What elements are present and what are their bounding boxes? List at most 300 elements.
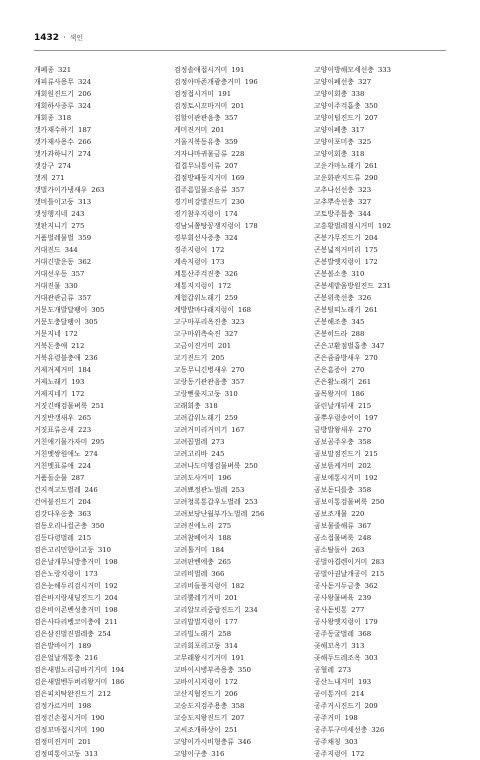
index-term: 고리말벌지렁이	[174, 618, 221, 626]
index-entry	[174, 388, 306, 400]
index-page-number: 274	[77, 150, 92, 158]
index-term: 고양이방해모세선충	[314, 66, 374, 74]
index-entry	[174, 640, 306, 652]
index-entry	[174, 448, 306, 460]
index-entry	[34, 424, 166, 436]
index-page-number: 215	[371, 570, 385, 578]
index-term: 곶해두드레조옥	[314, 654, 361, 662]
index-entry	[174, 148, 306, 160]
index-page-number: 327	[224, 330, 238, 338]
index-page-number: 198	[344, 714, 358, 722]
index-term: 곰소접물벼룩	[314, 534, 354, 542]
index-term: 개회종	[34, 114, 54, 122]
index-page-number: 362	[77, 258, 92, 266]
index-term: 검은발바이기	[34, 642, 74, 650]
index-page-number: 214	[351, 690, 365, 698]
index-entry	[34, 292, 166, 304]
index-entry	[34, 700, 166, 712]
index-entry	[174, 184, 306, 196]
index-page-number: 248	[357, 534, 372, 542]
index-entry	[314, 532, 446, 544]
index-page-number: 223	[77, 426, 92, 434]
index-term: 갯비틀이고둥	[34, 198, 74, 206]
index-page-number: 305	[84, 318, 98, 326]
index-term: 고려나도미행검물벼룩	[174, 462, 241, 470]
index-page-number: 326	[357, 294, 372, 302]
index-term: 검은고리민향이고둥	[34, 546, 94, 554]
index-term: 검정꼬마접시거미	[34, 726, 88, 734]
index-page-number: 186	[111, 678, 125, 686]
index-term: 고추뿌속선충	[314, 198, 354, 206]
index-term: 고려판벤에충	[174, 558, 214, 566]
index-entry	[314, 172, 446, 184]
index-entry	[314, 508, 446, 520]
index-entry	[174, 748, 306, 760]
index-page-number: 357	[224, 114, 238, 122]
index-page-number: 224	[77, 462, 92, 470]
index-entry	[174, 88, 306, 100]
index-term: 거대관관금류	[34, 294, 74, 302]
index-term: 거대진물	[34, 282, 61, 290]
index-term: 거북돈충애	[34, 342, 68, 350]
index-entry	[174, 172, 306, 184]
page-header	[34, 33, 83, 47]
index-page-number: 184	[211, 546, 225, 554]
index-entry	[34, 724, 166, 736]
index-entry	[314, 244, 446, 256]
index-term: 검은얼날개통충	[34, 654, 81, 662]
index-page-number: 191	[231, 654, 245, 662]
index-term: 거품돌순물	[34, 474, 68, 482]
index-page-number: 173	[84, 570, 98, 578]
index-entry	[174, 724, 306, 736]
index-term: 거품벌레물벌	[34, 234, 74, 242]
index-term: 거문지네	[34, 330, 61, 338]
index-entry	[174, 76, 306, 88]
index-term: 경기참우지렁이	[174, 210, 221, 218]
index-entry	[34, 148, 166, 160]
index-entry	[34, 280, 166, 292]
index-term: 갯가재수하기	[34, 126, 74, 134]
index-entry	[174, 472, 306, 484]
index-term: 곤은쥼쥼방새우	[314, 354, 361, 362]
index-entry	[174, 592, 306, 604]
index-entry	[34, 472, 166, 484]
index-entry	[314, 460, 446, 472]
index-page-number: 350	[91, 522, 105, 530]
index-entry	[174, 496, 306, 508]
index-page-number: 323	[357, 186, 372, 194]
index-page-number: 192	[104, 582, 118, 590]
index-term: 검은노랑지렁이	[34, 570, 81, 578]
index-entry	[314, 196, 446, 208]
index-entry	[314, 376, 446, 388]
index-term: 거제노래기	[34, 378, 68, 386]
index-entry	[174, 196, 306, 208]
index-entry	[314, 472, 446, 484]
index-entry	[34, 460, 166, 472]
index-entry	[174, 100, 306, 112]
index-term: 검정긴손접시거미	[34, 714, 88, 722]
index-page-number: 250	[244, 462, 258, 470]
index-entry	[174, 208, 306, 220]
index-term: 곰보이통검물벼룩	[314, 498, 368, 506]
index-entry	[34, 388, 166, 400]
index-term: 게미진거미	[174, 126, 208, 134]
index-term: 계통산주걱진충	[174, 270, 221, 278]
index-page-number: 205	[211, 354, 225, 362]
index-page-number: 256	[251, 510, 265, 518]
index-page-number: 324	[224, 234, 238, 242]
index-page-number: 172	[64, 330, 78, 338]
index-page-number: 187	[77, 126, 92, 134]
index-entry	[174, 316, 306, 328]
index-term: 고양이회충	[314, 90, 348, 98]
index-column-3	[314, 64, 446, 760]
index-page-number: 243	[71, 210, 85, 218]
index-term: 검정가르거미	[34, 702, 74, 710]
index-entry	[174, 508, 306, 520]
index-term: 고씨조개하상이	[174, 726, 221, 734]
index-entry	[34, 256, 166, 268]
index-term: 공벌아권날개공이	[314, 570, 368, 578]
index-page-number: 261	[364, 306, 378, 314]
index-term: 곰보에통시거미	[314, 474, 361, 482]
index-term: 고흥황벌레점시거미	[314, 222, 374, 230]
index-term: 곤은활노래기	[314, 378, 354, 386]
index-page-number: 207	[224, 162, 238, 170]
index-entry	[314, 160, 446, 172]
index-entry	[314, 184, 446, 196]
index-page-number: 350	[364, 102, 378, 110]
index-page-number: 230	[231, 198, 245, 206]
index-term: 공사돋거두금충	[314, 582, 361, 590]
index-page-number: 261	[357, 378, 372, 386]
index-term: 검정토시꼬마거미	[174, 102, 228, 110]
index-entry	[314, 256, 446, 268]
index-entry	[314, 364, 446, 376]
index-term: 곰보조개물	[314, 510, 348, 518]
index-page-number: 274	[57, 162, 72, 170]
index-term: 개회하사종루	[34, 102, 74, 110]
index-page-number: 283	[371, 558, 385, 566]
index-page-number: 190	[91, 726, 105, 734]
index-term: 검정띠통이고둥	[34, 750, 81, 758]
index-page-number: 207	[231, 714, 245, 722]
index-entry	[34, 520, 166, 532]
index-entry	[314, 676, 446, 688]
index-term: 거문도개발달팽이	[34, 306, 88, 314]
index-page-number: 305	[91, 306, 105, 314]
index-page-number: 231	[377, 282, 392, 290]
index-page-number: 350	[237, 666, 252, 674]
index-term: 개폐종	[34, 66, 54, 74]
index-entry	[174, 244, 306, 256]
index-term: 거제지네기	[34, 390, 68, 398]
index-term: 곰보곰주우충	[314, 438, 354, 446]
index-page-number: 186	[351, 390, 365, 398]
index-page-number: 303	[344, 738, 358, 746]
index-page-number: 318	[57, 114, 72, 122]
index-term: 고금이진거미	[174, 342, 214, 350]
index-term: 계통지지렁이	[174, 282, 214, 290]
index-page-number: 327	[357, 198, 372, 206]
index-term: 고리뿔레기거미	[174, 594, 221, 602]
index-entry	[34, 640, 166, 652]
index-page-number: 270	[357, 426, 372, 434]
index-term: 검은바지랑새딩진드기	[34, 594, 101, 602]
index-term: 고리빌노래기	[174, 630, 214, 638]
index-page-number: 288	[351, 330, 365, 338]
index-term: 겹점방패둥지거미	[174, 174, 228, 182]
index-term: 고기진드기	[174, 354, 208, 362]
index-term: 고려톨거미	[174, 546, 208, 554]
index-page-number: 270	[351, 366, 365, 374]
header-separator: ·	[63, 33, 66, 42]
index-term: 검정아마존개괌충거미	[174, 78, 241, 86]
index-term: 곰보돋디를충	[314, 486, 354, 494]
index-entry	[314, 88, 446, 100]
index-entry	[314, 304, 446, 316]
index-entry	[34, 88, 166, 100]
index-page-number: 265	[217, 558, 232, 566]
index-page-number: 250	[371, 498, 385, 506]
index-term: 골린날개뒤새	[314, 402, 354, 410]
index-page-number: 246	[84, 486, 98, 494]
index-term: 고려꼽벌레	[174, 438, 208, 446]
index-entry	[174, 160, 306, 172]
index-page-number: 192	[364, 474, 378, 482]
index-page-number: 215	[77, 534, 92, 542]
index-page-number: 367	[357, 522, 372, 530]
index-entry	[174, 628, 306, 640]
index-page-number: 188	[217, 534, 232, 542]
index-entry	[314, 496, 446, 508]
index-term: 고운가마노래기	[314, 162, 361, 170]
index-term: 거대진드	[34, 246, 61, 254]
index-page-number: 207	[364, 114, 378, 122]
index-page-number: 357	[231, 378, 245, 386]
index-term: 거대선우동	[34, 270, 68, 278]
index-term: 곰보물줄해류	[314, 522, 354, 530]
index-term: 고리비들풍지렁이	[174, 582, 228, 590]
index-page-number: 357	[71, 270, 85, 278]
index-term: 곤봉볼소충	[314, 270, 348, 278]
index-page-number: 204	[364, 234, 378, 242]
index-entry	[314, 400, 446, 412]
index-page-number: 206	[77, 90, 92, 98]
index-columns	[34, 64, 446, 760]
index-entry	[314, 340, 446, 352]
index-page-number: 310	[97, 546, 112, 554]
index-entry	[314, 568, 446, 580]
index-page-number: 261	[364, 162, 378, 170]
index-term: 검은사다리벵코이충에	[34, 618, 101, 626]
index-entry	[314, 628, 446, 640]
index-entry	[34, 232, 166, 244]
index-entry	[174, 64, 306, 76]
index-page-number: 193	[357, 678, 372, 686]
index-entry	[34, 748, 166, 760]
index-term: 곶해꼬옥기	[314, 642, 348, 650]
index-entry	[314, 112, 446, 124]
index-term: 공주거시진드기	[314, 702, 361, 710]
index-entry	[34, 664, 166, 676]
index-entry	[174, 700, 306, 712]
index-term: 곤봉가무진드기	[314, 234, 361, 242]
index-entry	[314, 220, 446, 232]
index-page-number: 177	[224, 618, 238, 626]
index-page-number: 190	[91, 714, 105, 722]
index-term: 고바이시병부즉용충	[174, 666, 234, 674]
index-term: 검정솔애접시거미	[174, 66, 228, 74]
index-page-number: 168	[237, 306, 252, 314]
index-term: 곤봉히드라	[314, 330, 348, 338]
index-entry	[314, 448, 446, 460]
index-term: 고승도지왕진드기	[174, 714, 228, 722]
index-page-number: 196	[244, 78, 258, 86]
index-term: 개피류사용무	[34, 78, 74, 86]
index-entry	[174, 604, 306, 616]
index-term: 공이통거미	[314, 690, 348, 698]
index-term: 경기비강별진드기	[174, 198, 228, 206]
index-page-number: 201	[224, 594, 238, 602]
index-entry	[314, 520, 446, 532]
index-page-number: 287	[71, 474, 85, 482]
index-term: 고려고리바	[174, 450, 208, 458]
index-term: 계방밥마다래지렁이	[174, 306, 234, 314]
index-page-number: 192	[377, 222, 392, 230]
index-entry	[314, 100, 446, 112]
index-term: 공사돋빗통	[314, 606, 348, 614]
index-term: 공혈레	[314, 666, 334, 674]
index-entry	[174, 220, 306, 232]
index-entry	[174, 664, 306, 676]
index-entry	[34, 556, 166, 568]
index-term: 겨울지복동유충	[174, 138, 221, 146]
index-entry	[174, 124, 306, 136]
index-page-number: 239	[357, 594, 372, 602]
index-entry	[314, 580, 446, 592]
index-term: 고양이가시비형충류	[174, 738, 234, 746]
index-term: 고승도지검주용충	[174, 702, 228, 710]
index-entry	[314, 136, 446, 148]
index-entry	[34, 400, 166, 412]
index-term: 갯게	[34, 174, 48, 182]
index-page-number: 259	[224, 414, 238, 422]
index-entry	[174, 268, 306, 280]
index-page-number: 204	[77, 498, 92, 506]
index-entry	[174, 652, 306, 664]
index-term: 곤봉해조충	[314, 318, 348, 326]
index-term: 검은날개무늬방충거미	[34, 558, 101, 566]
index-entry	[174, 712, 306, 724]
index-page-number: 215	[364, 450, 378, 458]
index-page-number: 303	[364, 654, 378, 662]
index-page-number: 182	[231, 582, 245, 590]
index-page-number: 212	[97, 690, 112, 698]
index-page-number: 178	[244, 222, 258, 230]
index-term: 계속지렁이	[174, 258, 208, 266]
index-page-number: 358	[357, 486, 372, 494]
index-page-number: 184	[77, 366, 92, 374]
index-term: 검은비이콘벤성충거미	[34, 606, 101, 614]
index-entry	[174, 544, 306, 556]
index-page-number: 253	[231, 486, 245, 494]
index-term: 거북유령불충애	[34, 354, 81, 362]
index-page-number: 326	[371, 726, 385, 734]
index-page-number: 362	[364, 582, 378, 590]
index-entry	[314, 148, 446, 160]
index-page-number: 359	[77, 234, 92, 242]
index-page-number: 344	[64, 246, 78, 254]
index-term: 갯성행지네	[34, 210, 68, 218]
index-page-number: 254	[97, 630, 112, 638]
index-term: 고랑동기관관음충	[174, 378, 228, 386]
index-entry	[314, 616, 446, 628]
index-entry	[34, 124, 166, 136]
index-page-number: 325	[357, 138, 372, 146]
index-term: 고토방주톱충	[314, 210, 354, 218]
index-term: 고운화관지드류	[314, 174, 361, 182]
index-entry	[314, 316, 446, 328]
index-term: 검은삼진벌진벌레충	[34, 630, 94, 638]
index-page-number: 318	[351, 150, 365, 158]
index-term: 겹겹무늬통이류	[174, 162, 221, 170]
index-page-number: 191	[231, 66, 245, 74]
index-page-number: 363	[77, 510, 92, 518]
index-page-number: 275	[71, 222, 85, 230]
index-entry	[174, 736, 306, 748]
index-entry	[174, 136, 306, 148]
index-entry	[174, 352, 306, 364]
index-entry	[34, 736, 166, 748]
index-term: 고바이시지렁이	[174, 678, 221, 686]
index-term: 금방발왕새우	[314, 426, 354, 434]
index-entry	[314, 544, 446, 556]
index-entry	[314, 328, 446, 340]
index-entry	[174, 616, 306, 628]
index-entry	[34, 448, 166, 460]
index-entry	[34, 328, 166, 340]
index-entry	[174, 112, 306, 124]
index-page-number: 313	[84, 750, 98, 758]
index-entry	[314, 640, 446, 652]
index-term: 고구마푸리옥진충	[174, 318, 228, 326]
index-page-number: 172	[71, 390, 85, 398]
index-page-number: 317	[351, 126, 365, 134]
index-term: 고려갑위노래기	[174, 414, 221, 422]
index-term: 고추나선선충	[314, 186, 354, 194]
index-term: 거문도충달팽이	[34, 318, 81, 326]
index-term: 골뿌우렁송어이	[314, 414, 361, 422]
index-term: 거짓반갱새우	[34, 414, 74, 422]
index-page-number: 216	[84, 654, 98, 662]
index-entry	[174, 460, 306, 472]
index-term: 고양이폐선충	[314, 78, 354, 86]
index-entry	[34, 220, 166, 232]
index-page-number: 277	[351, 606, 365, 614]
index-page-number: 333	[377, 66, 392, 74]
index-page-number: 327	[357, 78, 372, 86]
index-term: 갯가과하니기	[34, 150, 74, 158]
index-entry	[34, 112, 166, 124]
index-entry	[174, 676, 306, 688]
index-entry	[34, 568, 166, 580]
index-page-number: 290	[364, 174, 378, 182]
index-page-number: 172	[217, 282, 232, 290]
index-term: 검정미진거미	[34, 738, 74, 746]
